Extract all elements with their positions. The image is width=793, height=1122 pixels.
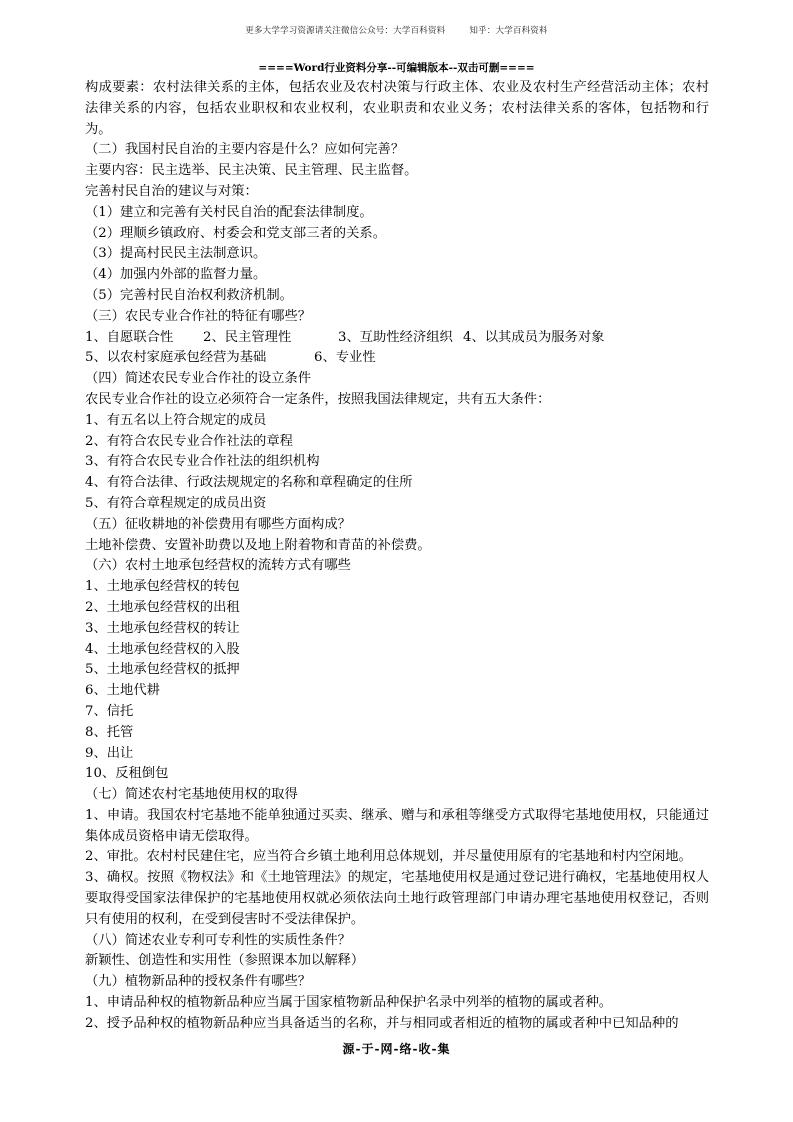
paragraph: 构成要素：农村法律关系的主体，包括农业及农村决策与行政主体、农业及农村生产经营活动主体；农村法律关系的内容，包括农业职权和农业权利，农业职责和农业义务；农村法律关系的客体，包括物和行为。 bbox=[85, 80, 709, 137]
list-item: 3、有符合农民专业合作社法的组织机构 bbox=[85, 454, 320, 470]
paragraph: 农民专业合作社的设立必须符合一定条件，按照我国法律规定，共有五大条件： bbox=[85, 391, 551, 407]
document-body bbox=[85, 78, 709, 1035]
paragraph: 1、申请。我国农村宅基地不能单独通过买卖、继承、赠与和承租等继受方式取得宅基地使用权，只能通过集体成员资格申请无偿取得。 bbox=[85, 807, 709, 844]
feature-item: 5、以农村家庭承包经营为基础 bbox=[85, 350, 267, 366]
list-item: （1）建立和完善有关村民自治的配套法律制度。 bbox=[85, 204, 373, 220]
question-heading: （七）简述农村宅基地使用权的取得 bbox=[85, 787, 298, 803]
paragraph: 主要内容：民主选举、民主决策、民主管理、民主监督。 bbox=[85, 163, 418, 179]
list-item: 5、土地承包经营权的抵押 bbox=[85, 662, 240, 678]
page-header bbox=[0, 24, 793, 36]
feature-item: 4、以其成员为服务对象 bbox=[463, 329, 605, 345]
list-item: 7、信托 bbox=[85, 703, 134, 719]
question-heading: （二）我国村民自治的主要内容是什么？应如何完善？ bbox=[85, 142, 405, 158]
list-item: （5）完善村民自治权利救济机制。 bbox=[85, 287, 293, 303]
question-heading: （九）植物新品种的授权条件有哪些？ bbox=[85, 974, 312, 990]
paragraph: 3、确权。按照《物权法》和《土地管理法》的规定，宅基地使用权是通过登记进行确权，宅基地使用权人要取得受国家法律保护的宅基地使用权就必须依法向土地行政管理部门申请办理宅基地使用权登记，否则只有使用的权利，在受到侵害时不受法律保护。 bbox=[85, 870, 709, 927]
paragraph: 2、审批。农村村民建住宅，应当符合乡镇土地利用总体规划，并尽量使用原有的宅基地和村内空闲地。 bbox=[85, 849, 692, 865]
feature-item: 3、互助性经济组织 bbox=[338, 329, 453, 345]
paragraph: 新颖性、创造性和实用性（参照课本加以解释） bbox=[85, 953, 365, 969]
list-item: 1、土地承包经营权的转包 bbox=[85, 579, 240, 595]
feature-item: 1、自愿联合性 bbox=[85, 329, 174, 345]
feature-item: 2、民主管理性 bbox=[203, 329, 292, 345]
list-item: 2、有符合农民专业合作社法的章程 bbox=[85, 433, 293, 449]
paragraph: 土地补偿费、安置补助费以及地上附着物和青苗的补偿费。 bbox=[85, 537, 431, 553]
list-item: 8、托管 bbox=[85, 724, 134, 740]
list-item: （3）提高村民民主法制意识。 bbox=[85, 246, 267, 262]
header-right-text: 知乎：大学百科资料 bbox=[469, 26, 548, 36]
list-item: 2、土地承包经营权的出租 bbox=[85, 599, 240, 615]
list-item: 10、反租倒包 bbox=[85, 766, 169, 782]
features-row bbox=[85, 348, 709, 369]
list-item: 4、土地承包经营权的入股 bbox=[85, 641, 240, 657]
paragraph: 完善村民自治的建议与对策： bbox=[85, 183, 258, 199]
question-heading: （四）简述农民专业合作社的设立条件 bbox=[85, 371, 312, 387]
list-item: 4、有符合法律、行政法规规定的名称和章程确定的住所 bbox=[85, 475, 413, 491]
paragraph: 1、申请品种权的植物新品种应当属于国家植物新品种保护名录中列举的植物的属或者种。 bbox=[85, 995, 613, 1011]
question-heading: （三）农民专业合作社的特征有哪些？ bbox=[85, 308, 312, 324]
page-footer: 源-于-网-络-收-集 bbox=[342, 1042, 451, 1056]
list-item: （2）理顺乡镇政府、村委会和党支部三者的关系。 bbox=[85, 225, 386, 241]
features-row bbox=[85, 328, 709, 349]
question-heading: （八）简述农业专利可专利性的实质性条件？ bbox=[85, 932, 351, 948]
question-heading: （五）征收耕地的补偿费用有哪些方面构成？ bbox=[85, 516, 351, 532]
question-heading: （六）农村土地承包经营权的流转方式有哪些 bbox=[85, 558, 351, 574]
header-subtitle: ====Word行业资料分享--可编辑版本--双击可删==== bbox=[258, 62, 535, 74]
paragraph: 2、授予品种权的植物新品种应当具备适当的名称，并与相同或者相近的植物的属或者种中已知品种的 bbox=[85, 1015, 679, 1031]
list-item: 1、有五名以上符合规定的成员 bbox=[85, 412, 267, 428]
list-item: 9、出让 bbox=[85, 745, 134, 761]
list-item: 6、土地代耕 bbox=[85, 683, 160, 699]
list-item: 3、土地承包经营权的转让 bbox=[85, 620, 240, 636]
header-left-text: 更多大学学习资源请关注微信公众号：大学百科资料 bbox=[245, 26, 446, 36]
list-item: 5、有符合章程规定的成员出资 bbox=[85, 495, 267, 511]
list-item: （4）加强内外部的监督力量。 bbox=[85, 267, 267, 283]
feature-item: 6、专业性 bbox=[314, 350, 376, 366]
